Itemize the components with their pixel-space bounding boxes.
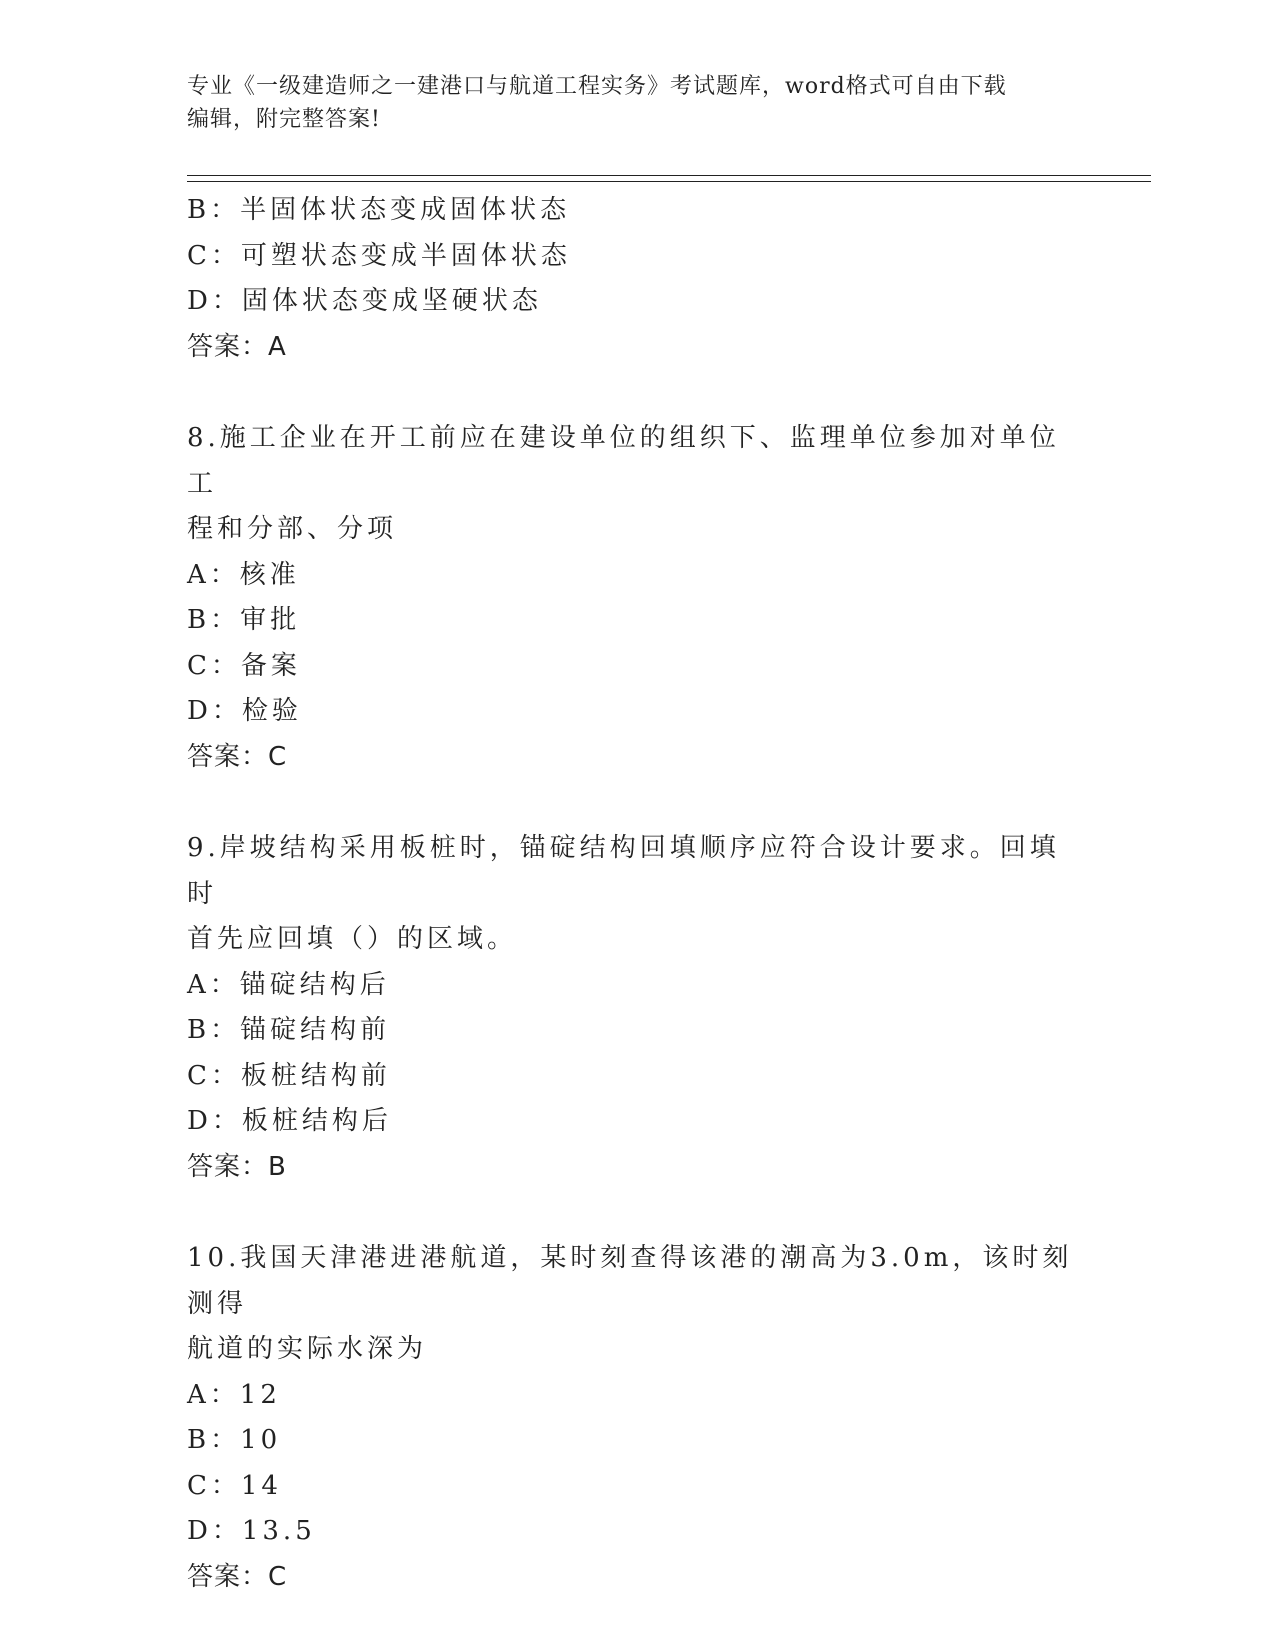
answer-line: 答案：C [187, 1561, 288, 1592]
option-b: B：审批 [187, 605, 301, 635]
question-text-line-2: 程和分部、分项 [187, 514, 398, 544]
option-c: C：板桩结构前 [187, 1060, 391, 1091]
answer-line: 答案：C [187, 741, 288, 772]
question-text-line-1: 9.岸坡结构采用板桩时，锚碇结构回填顺序应符合设计要求。回填时 [187, 833, 1060, 909]
option-c: C：可塑状态变成半固体状态 [187, 240, 571, 271]
header-line-1: 专业《一级建造师之一建港口与航道工程实务》考试题库，word格式可自由下载 [187, 74, 1007, 99]
spacer [187, 370, 1087, 416]
question-text-line-2: 首先应回填（）的区域。 [187, 924, 518, 954]
option-c: C：备案 [187, 650, 301, 681]
option-b: B：半固体状态变成固体状态 [187, 195, 571, 225]
question-text-line-1: 10.我国天津港进港航道，某时刻查得该港的潮高为3.0m，该时刻测得 [187, 1243, 1073, 1319]
question-text-line-1: 8.施工企业在开工前应在建设单位的组织下、监理单位参加对单位工 [187, 423, 1060, 499]
header-divider-top [187, 175, 1151, 176]
answer-line: 答案：B [187, 1151, 287, 1182]
option-b: B：10 [187, 1425, 282, 1455]
option-d: D：13.5 [187, 1516, 316, 1546]
header-divider-bottom [187, 181, 1151, 182]
option-d: D：检验 [187, 696, 302, 726]
option-b: B：锚碇结构前 [187, 1015, 391, 1045]
answer-line: 答案：A [187, 331, 287, 362]
option-d: D：固体状态变成坚硬状态 [187, 286, 542, 316]
question-7-partial [187, 188, 1087, 370]
question-text-line-2: 航道的实际水深为 [187, 1334, 428, 1364]
option-c: C：14 [187, 1470, 282, 1501]
header-line-2: 编辑，附完整答案! [187, 107, 381, 132]
question-10 [187, 1236, 1087, 1600]
option-d: D：板桩结构后 [187, 1106, 392, 1136]
option-a: A：锚碇结构后 [187, 969, 390, 1000]
spacer [187, 780, 1087, 826]
question-8 [187, 416, 1087, 780]
option-a: A：12 [187, 1379, 281, 1410]
question-list [187, 188, 1087, 1600]
question-9 [187, 826, 1087, 1190]
spacer [187, 1190, 1087, 1236]
document-header [187, 70, 1087, 136]
option-a: A：核准 [187, 559, 300, 590]
